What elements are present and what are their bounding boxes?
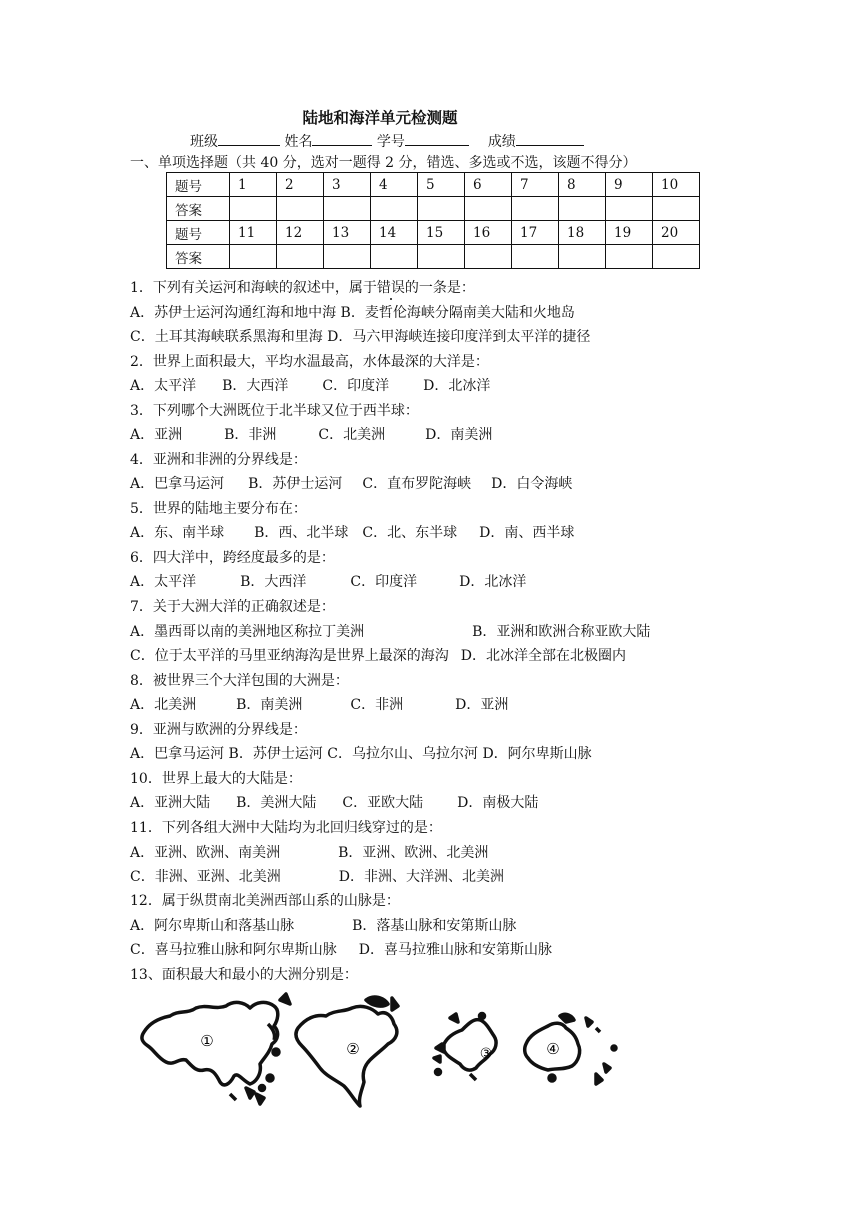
- question-number: 20: [653, 221, 700, 245]
- option-b[interactable]: B．大西洋: [240, 574, 307, 590]
- question-3-stem: 3．下列哪个大洲既位于北半球又位于西半球：: [130, 403, 419, 419]
- row-label: 答案: [167, 197, 230, 221]
- question-1-stem: [130, 279, 475, 297]
- section-heading: 一、单项选择题（共 40 分，选对一题得 2 分，错选、多选或不选，该题不得分）: [130, 155, 637, 171]
- question-12-stem: 12．属于纵贯南北美洲西部山系的山脉是：: [130, 893, 400, 909]
- option-c[interactable]: C．喜马拉雅山脉和阿尔卑斯山脉: [130, 942, 337, 958]
- option-a[interactable]: A．太平洋: [130, 378, 197, 394]
- option-b[interactable]: B．南美洲: [236, 697, 303, 713]
- option-d[interactable]: D．南、西半球: [479, 525, 575, 541]
- class-blank[interactable]: [218, 133, 280, 146]
- option-a[interactable]: A．亚洲、欧洲、南美洲: [130, 845, 281, 861]
- answer-cell[interactable]: [653, 197, 700, 221]
- answer-cell[interactable]: [465, 245, 512, 269]
- question-number: 1: [230, 173, 277, 197]
- score-blank[interactable]: [516, 133, 584, 146]
- answer-cell[interactable]: [371, 197, 418, 221]
- question-10-options: [130, 794, 538, 812]
- option-a[interactable]: A．太平洋: [130, 574, 197, 590]
- question-9-stem: 9．亚洲与欧洲的分界线是：: [130, 722, 307, 738]
- question-9-options: A．巴拿马运河 B．苏伊士运河 C．乌拉尔山、乌拉尔河 D．阿尔卑斯山脉: [130, 746, 592, 762]
- question-number: 14: [371, 221, 418, 245]
- score-label: 成绩: [487, 134, 516, 150]
- option-c[interactable]: C．直布罗陀海峡: [362, 476, 472, 492]
- stem-text: 的一条是：: [404, 280, 475, 296]
- class-label: 班级: [190, 134, 218, 150]
- option-a[interactable]: A．巴拿马运河: [130, 476, 225, 492]
- table-row: [167, 197, 700, 221]
- option-b[interactable]: B．西、北半球: [254, 525, 349, 541]
- option-b[interactable]: B．美洲大陆: [236, 795, 317, 811]
- option-b[interactable]: B．非洲: [224, 427, 277, 443]
- option-d[interactable]: D．白令海峡: [491, 476, 573, 492]
- map-label-4: ④: [546, 1040, 560, 1058]
- option-c[interactable]: C．北、东半球: [362, 525, 458, 541]
- option-c[interactable]: C．北美洲: [318, 427, 386, 443]
- row-label: 题号: [167, 221, 230, 245]
- name-label: 姓名: [284, 134, 313, 150]
- table-row: [167, 245, 700, 269]
- continent-maps: [130, 988, 630, 1112]
- option-d[interactable]: D．南美洲: [425, 427, 493, 443]
- question-number: 18: [559, 221, 606, 245]
- question-number: 9: [606, 173, 653, 197]
- question-11-stem: 11．下列各组大洲中大陆均为北回归线穿过的是：: [130, 820, 442, 836]
- australia-map-icon: [525, 1014, 616, 1084]
- question-3-options: [130, 426, 492, 444]
- answer-cell[interactable]: [653, 245, 700, 269]
- answer-cell[interactable]: [606, 245, 653, 269]
- row-label: 题号: [167, 173, 230, 197]
- question-number: 8: [559, 173, 606, 197]
- name-blank[interactable]: [312, 133, 372, 146]
- question-13-stem: 13、面积最大和最小的大洲分别是：: [130, 967, 358, 983]
- answer-cell[interactable]: [371, 245, 418, 269]
- answer-cell[interactable]: [465, 197, 512, 221]
- question-number: 12: [277, 221, 324, 245]
- question-number: 2: [277, 173, 324, 197]
- question-number: 6: [465, 173, 512, 197]
- question-10-stem: 10．世界上最大的大陆是：: [130, 771, 302, 787]
- option-b[interactable]: B．大西洋: [222, 378, 289, 394]
- option-d[interactable]: D．非洲、大洋洲、北美洲: [338, 869, 504, 885]
- option-a[interactable]: A．亚洲: [130, 427, 183, 443]
- asia-map-icon: [142, 994, 290, 1104]
- map-label-1: ①: [200, 1032, 214, 1050]
- option-c[interactable]: C．亚欧大陆: [342, 795, 424, 811]
- question-number: 7: [512, 173, 559, 197]
- id-blank[interactable]: [405, 133, 469, 146]
- question-number: 15: [418, 221, 465, 245]
- answer-cell[interactable]: [512, 245, 559, 269]
- option-d[interactable]: D．喜马拉雅山脉和安第斯山脉: [358, 942, 552, 958]
- answer-cell[interactable]: [277, 197, 324, 221]
- map-label-2: ②: [346, 1040, 360, 1058]
- option-a[interactable]: A．墨西哥以南的美洲地区称拉丁美洲: [130, 624, 365, 640]
- question-1-options-line-1: A．苏伊士运河沟通红海和地中海 B．麦哲伦海峡分隔南美大陆和火地岛: [130, 305, 575, 321]
- question-6-options: [130, 573, 526, 591]
- answer-cell[interactable]: [230, 245, 277, 269]
- option-c[interactable]: C．位于太平洋的马里亚纳海沟是世界上最深的海沟: [130, 648, 449, 664]
- question-8-options: [130, 696, 508, 714]
- question-12-options-line-1: [130, 917, 516, 935]
- question-number: 19: [606, 221, 653, 245]
- answer-cell[interactable]: [559, 197, 606, 221]
- question-7-stem: 7．关于大洲大洋的正确叙述是：: [130, 599, 335, 615]
- question-7-options-line-1: [130, 623, 650, 641]
- question-2-stem: 2．世界上面积最大，平均水温最高，水体最深的大洋是：: [130, 354, 489, 370]
- answer-cell[interactable]: [418, 197, 465, 221]
- question-2-options: [130, 377, 490, 395]
- question-4-options: [130, 475, 572, 493]
- option-c[interactable]: C．非洲: [350, 697, 404, 713]
- question-6-stem: 6．四大洋中，跨经度最多的是：: [130, 550, 335, 566]
- option-b[interactable]: B．落基山脉和安第斯山脉: [352, 918, 517, 934]
- option-a[interactable]: A．亚洲大陆: [130, 795, 211, 811]
- student-info-line: [190, 131, 584, 151]
- option-d[interactable]: D．北冰洋全部在北极圈内: [460, 648, 626, 664]
- answer-table: [166, 172, 700, 269]
- option-a[interactable]: A．东、南半球: [130, 525, 225, 541]
- question-11-options-line-2: [130, 868, 504, 886]
- question-number: 5: [418, 173, 465, 197]
- answer-cell[interactable]: [512, 197, 559, 221]
- answer-cell[interactable]: [324, 197, 371, 221]
- emphasis-text: 错误: [376, 280, 405, 296]
- answer-cell[interactable]: [277, 245, 324, 269]
- table-row: [167, 221, 700, 245]
- answer-cell[interactable]: [230, 197, 277, 221]
- row-label: 答案: [167, 245, 230, 269]
- question-4-stem: 4．亚洲和非洲的分界线是：: [130, 452, 307, 468]
- option-d[interactable]: D．南极大陆: [457, 795, 539, 811]
- question-number: 16: [465, 221, 512, 245]
- map-label-3: ③: [479, 1046, 493, 1062]
- answer-cell[interactable]: [606, 197, 653, 221]
- question-number: 11: [230, 221, 277, 245]
- question-number: 17: [512, 221, 559, 245]
- option-c[interactable]: C．印度洋: [322, 378, 390, 394]
- answer-cell[interactable]: [324, 245, 371, 269]
- question-7-options-line-2: [130, 647, 626, 665]
- question-5-stem: 5．世界的陆地主要分布在：: [130, 501, 307, 517]
- option-b[interactable]: B．亚洲、欧洲、北美洲: [338, 845, 489, 861]
- question-8-stem: 8．被世界三个大洋包围的大洲是：: [130, 673, 349, 689]
- question-1-options-line-2: C．土耳其海峡联系黑海和里海 D．马六甲海峡连接印度洋到太平洋的捷径: [130, 329, 591, 345]
- option-d[interactable]: D．亚洲: [455, 697, 509, 713]
- option-d[interactable]: D．北冰洋: [459, 574, 527, 590]
- question-number: 10: [653, 173, 700, 197]
- option-c[interactable]: C．非洲、亚洲、北美洲: [130, 869, 281, 885]
- option-a[interactable]: A．北美洲: [130, 697, 197, 713]
- id-label: 学号: [376, 134, 405, 150]
- option-b[interactable]: B．苏伊士运河: [248, 476, 343, 492]
- answer-cell[interactable]: [559, 245, 606, 269]
- question-number: 13: [324, 221, 371, 245]
- question-12-options-line-2: [130, 941, 552, 959]
- option-a[interactable]: A．阿尔卑斯山和落基山脉: [130, 918, 295, 934]
- question-5-options: [130, 524, 574, 542]
- stem-text: 1．下列有关运河和海峡的叙述中，属于: [130, 280, 377, 296]
- option-d[interactable]: D．北冰洋: [423, 378, 491, 394]
- question-number: 4: [371, 173, 418, 197]
- question-number: 3: [324, 173, 371, 197]
- question-11-options-line-1: [130, 844, 488, 862]
- table-row: [167, 173, 700, 197]
- page-title: 陆地和海洋单元检测题: [302, 109, 458, 127]
- answer-cell[interactable]: [418, 245, 465, 269]
- option-c[interactable]: C．印度洋: [350, 574, 418, 590]
- option-b[interactable]: B．亚洲和欧洲合称亚欧大陆: [472, 624, 651, 640]
